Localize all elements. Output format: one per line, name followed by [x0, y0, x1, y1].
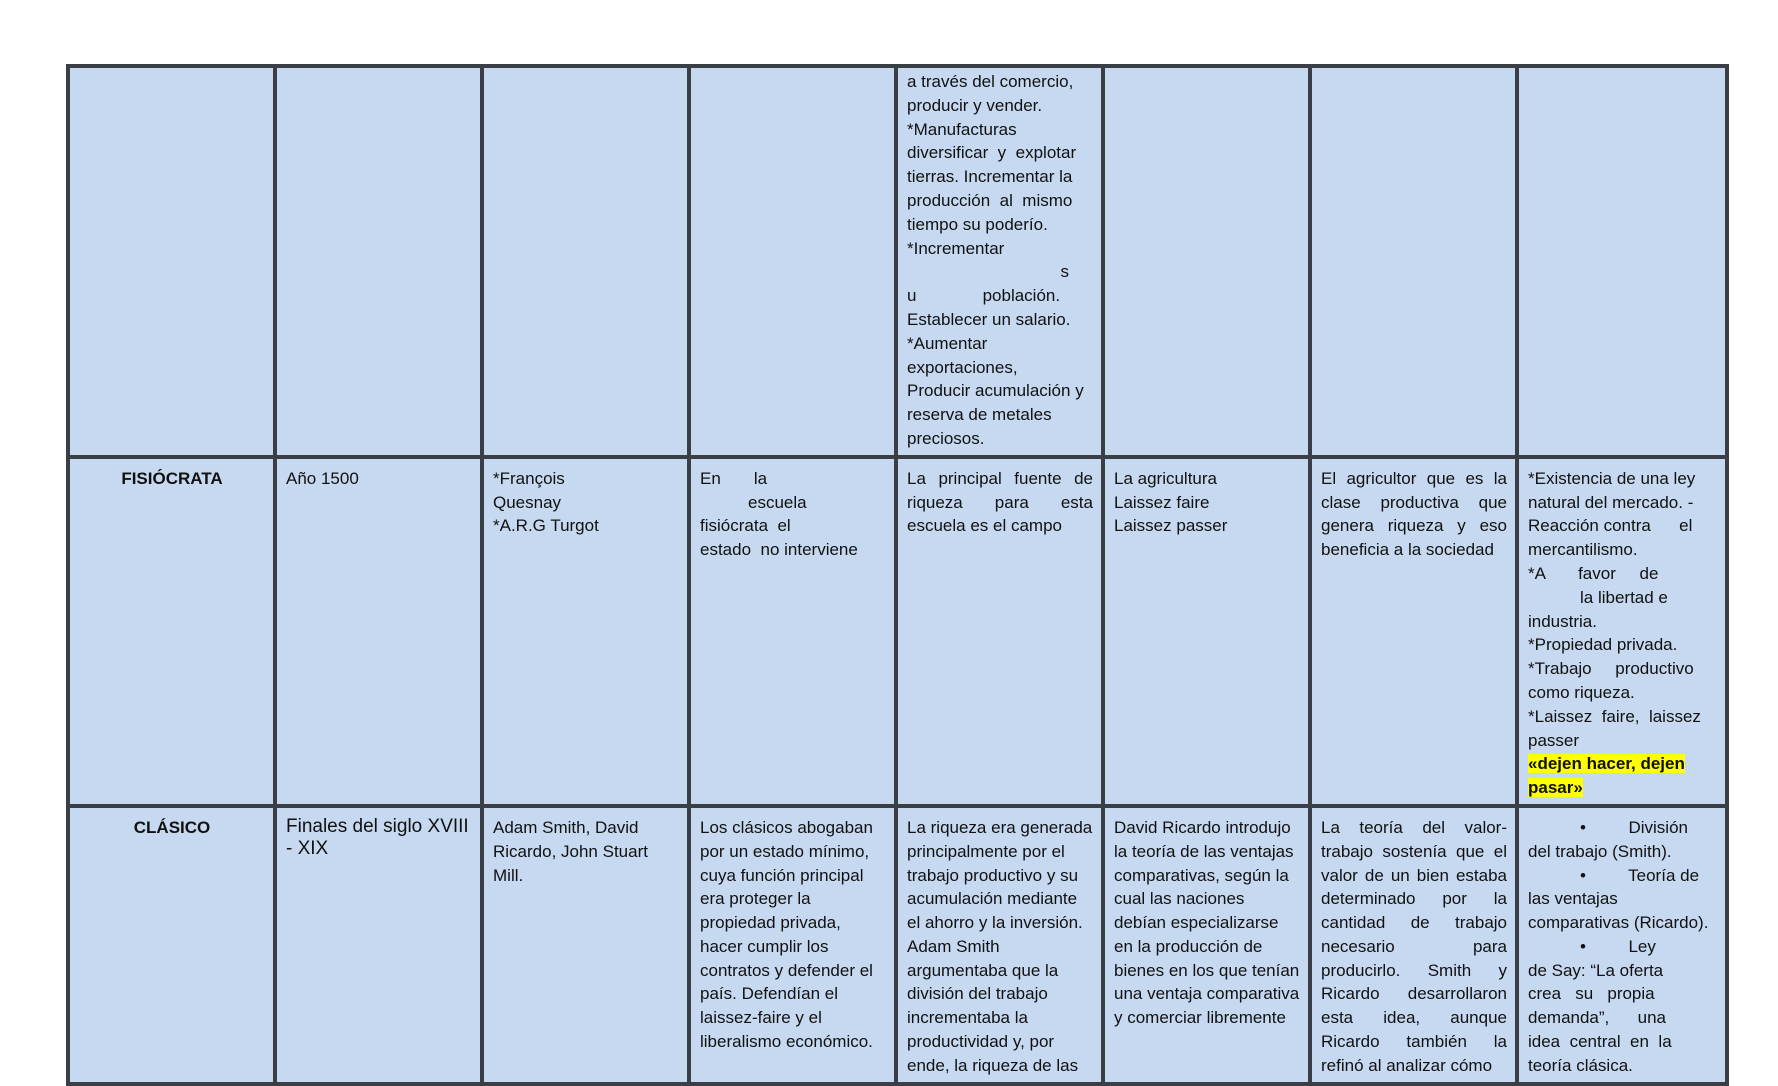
text-line: *A favor de — [1528, 563, 1659, 583]
text-line: passer — [1528, 730, 1580, 750]
school-label: CLÁSICO — [68, 806, 275, 1084]
text-line: • Teoría de — [1580, 865, 1700, 885]
author-line: *A.R.G Turgot — [493, 516, 599, 536]
cell-ideas — [1517, 457, 1727, 806]
text-line: Laissez faire — [1114, 492, 1210, 512]
text-line: fisiócrata el — [700, 516, 791, 536]
text-line: *Manufacturas — [907, 119, 1017, 139]
text-line: natural del mercado. - — [1528, 492, 1694, 512]
text-line: del trabajo (Smith). — [1528, 841, 1672, 861]
cell-authors — [482, 66, 689, 457]
text-line: Establecer un salario. — [907, 309, 1071, 329]
cell-wealth: La riqueza era generada principalmente por el trabajo productivo y su acumulación mediante el ahorro y la inversión. Adam Smith argumentaba que la división del trabajo incrementaba la productividad y, por ende, la riqueza de las — [896, 806, 1103, 1084]
cell-era: Año 1500 — [275, 457, 482, 806]
text-line: producción al mismo — [907, 190, 1073, 210]
text-line: *Laissez faire, laissez — [1528, 706, 1701, 726]
author-line: Quesnay — [493, 492, 562, 512]
text-line: exportaciones, — [907, 357, 1018, 377]
text-line: Reacción contra el — [1528, 516, 1693, 536]
cell-principle: David Ricardo introdujo la teoría de las ventajas comparativas, según la cual las naciones debían especializarse en la producción de bienes en los que tenían una ventaja comparativa y comerciar libremente — [1103, 806, 1310, 1084]
text-line: s — [1060, 262, 1069, 282]
cell-state: Los clásicos abogaban por un estado mínimo, cuya función principal era proteger la propiedad privada, hacer cumplir los contratos y defender el país. Defendían el laissez-faire y el liberalismo económico. — [689, 806, 896, 1084]
text-line: demanda”, una — [1528, 1008, 1666, 1028]
text-line: • División — [1580, 817, 1688, 837]
cell-ideas — [1517, 806, 1727, 1084]
cell-principle — [1103, 457, 1310, 806]
cell-value: La teoría del valor-trabajo sostenía que el valor de un bien estaba determinado por la cantidad de trabajo necesario para producirlo. Smith y Ricardo desarrollaron esta idea, aunque Ricardo también la refinó al analizar cómo — [1310, 806, 1517, 1084]
school-label: FISIÓCRATA — [68, 457, 275, 806]
text-line: *Trabajo productivo — [1528, 659, 1694, 679]
cell-wealth — [896, 66, 1103, 457]
text-line: tierras. Incrementar la — [907, 167, 1073, 187]
cell-era — [275, 66, 482, 457]
text-line: La agricultura — [1114, 468, 1218, 488]
text-line: las ventajas — [1528, 889, 1618, 909]
author-line: *François — [493, 468, 565, 488]
text-line: de Say: “La oferta — [1528, 960, 1664, 980]
text-line: tiempo su poderío. — [907, 214, 1048, 234]
text-line: escuela — [748, 492, 807, 512]
text-line: idea central en la — [1528, 1032, 1672, 1052]
table-row-fisiocrata — [68, 457, 1727, 806]
text-line: En la — [700, 468, 768, 488]
cell-state — [689, 66, 896, 457]
text-line: como riqueza. — [1528, 682, 1635, 702]
table-row-continuation — [68, 66, 1727, 457]
table-row-clasico — [68, 806, 1727, 1084]
text-line: la libertad e — [1580, 587, 1668, 607]
cell-authors: Adam Smith, David Ricardo, John Stuart Mill. — [482, 806, 689, 1084]
highlighted-quote: «dejen hacer, dejen pasar» — [1528, 754, 1685, 798]
text-line: Producir acumulación y — [907, 381, 1084, 401]
text-line: *Incrementar — [907, 238, 1005, 258]
text-line: Laissez passer — [1114, 516, 1228, 536]
text-line: estado no interviene — [700, 540, 858, 560]
text-line: u población. — [907, 286, 1061, 306]
cell-principle — [1103, 66, 1310, 457]
cell-authors — [482, 457, 689, 806]
text-line: crea su propia — [1528, 984, 1655, 1004]
cell-label — [68, 66, 275, 457]
text-line: • Ley — [1580, 936, 1656, 956]
cell-value — [1310, 66, 1517, 457]
text-line: *Aumentar — [907, 333, 988, 353]
school-comparison-table — [66, 64, 1729, 1086]
cell-ideas — [1517, 66, 1727, 457]
cell-era: Finales del siglo XVIII - XIX — [275, 806, 482, 1084]
text-line: *Propiedad privada. — [1528, 635, 1678, 655]
text-line: a través del comercio, — [907, 72, 1074, 91]
text-line: producir y vender. — [907, 95, 1043, 115]
text-line: reserva de metales — [907, 405, 1052, 425]
cell-value: El agricultor que es la clase productiva que genera riqueza y eso beneficia a la sociedad — [1310, 457, 1517, 806]
text-line: industria. — [1528, 611, 1597, 631]
text-line: preciosos. — [907, 428, 985, 448]
text-line: teoría clásica. — [1528, 1055, 1633, 1075]
text-line: *Existencia de una ley — [1528, 468, 1696, 488]
text-line: diversificar y explotar — [907, 143, 1077, 163]
text-line: mercantilismo. — [1528, 540, 1638, 560]
cell-wealth: La principal fuente de riqueza para esta escuela es el campo — [896, 457, 1103, 806]
cell-state — [689, 457, 896, 806]
text-line: comparativas (Ricardo). — [1528, 913, 1709, 933]
